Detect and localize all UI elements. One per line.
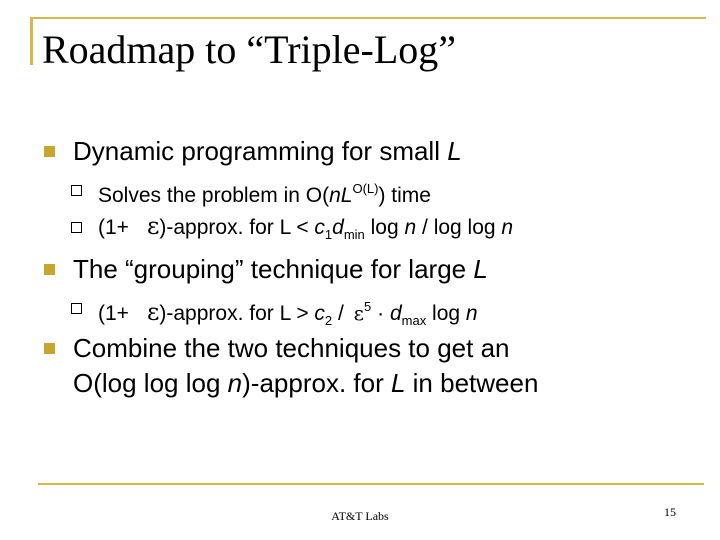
sub-bullet-approx-large (98, 292, 478, 336)
var-n: n (227, 368, 243, 398)
var-c: c (314, 216, 325, 239)
var-d: d (332, 216, 344, 239)
subscript: 2 (324, 313, 333, 328)
var-L: L (390, 368, 406, 398)
footer-label: AT&T Labs (331, 509, 389, 523)
bullet-text: Dynamic programming for small (73, 136, 448, 166)
text: )-approx. for L < (159, 216, 315, 239)
text: (1+ (98, 216, 129, 239)
bullet-square-icon (44, 343, 55, 354)
superscript: O(L) (352, 181, 379, 196)
text: in between (405, 368, 539, 398)
text: )-approx. for (242, 368, 391, 398)
text: O(log log log (73, 368, 228, 398)
sub-bullet-hollow-square-icon (71, 222, 82, 233)
page-number: 15 (664, 505, 676, 519)
subscript: max (401, 313, 427, 328)
bullet-dynamic-programming (73, 134, 462, 168)
text: (1+ (98, 302, 129, 325)
var-c: c (314, 302, 325, 325)
bullet-text: The “grouping” technique for large (73, 254, 474, 284)
bullet-square-icon (44, 264, 55, 275)
subscript: min (343, 227, 365, 242)
text: ) time (378, 184, 431, 207)
title-frame-left (30, 17, 33, 65)
bullet-var: L (447, 136, 462, 166)
sub-bullet-approx-small (98, 211, 513, 250)
var-n: n (501, 216, 514, 239)
text: / (332, 302, 350, 325)
sub-bullet-solves (98, 174, 431, 211)
text: )-approx. for L > (159, 302, 315, 325)
title-frame-top (30, 17, 706, 19)
text: Solves the problem in O( (98, 184, 330, 207)
slide-title: Roadmap to “Triple-Log” (42, 27, 457, 72)
epsilon-symbol: ε (353, 301, 365, 325)
superscript: 5 (364, 299, 372, 314)
bullet-square-icon (44, 146, 55, 157)
epsilon-symbol: ε (146, 298, 160, 326)
subscript: 1 (324, 227, 333, 242)
var-L: L (340, 184, 353, 207)
text: log (364, 216, 405, 239)
text: log (426, 302, 466, 325)
sub-bullet-hollow-square-icon (71, 303, 82, 314)
dot-operator: · (371, 302, 390, 325)
bullet-combine-line2 (73, 366, 538, 400)
sub-bullet-hollow-square-icon (71, 185, 82, 196)
var-n: n (465, 302, 478, 325)
footer-divider (38, 483, 704, 485)
var-n: n (329, 184, 341, 207)
bullet-grouping (73, 252, 488, 286)
var-d: d (389, 302, 402, 325)
text: / log log (416, 216, 502, 239)
bullet-var: L (473, 254, 488, 284)
epsilon-symbol: ε (146, 212, 160, 240)
var-n: n (404, 216, 417, 239)
bullet-combine-line1: Combine the two techniques to get an (73, 333, 510, 363)
